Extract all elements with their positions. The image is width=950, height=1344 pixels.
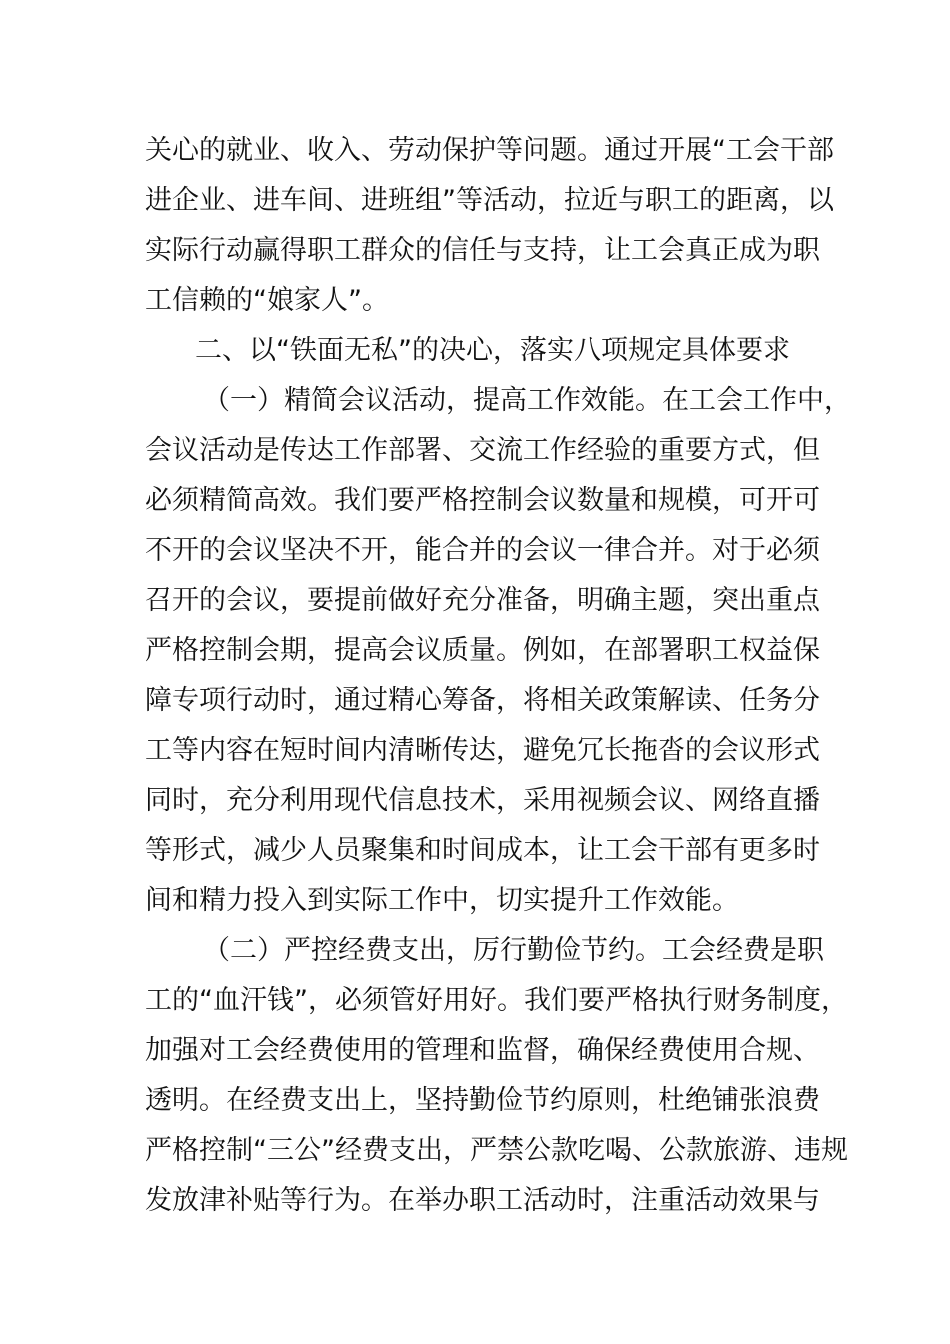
text-line: 严格控制“三公”经费支出，严禁公款吃喝、公款旅游、违规: [145, 1135, 848, 1166]
text-line: 进企业、进车间、进班组”等活动，拉近与职工的距离，以: [145, 185, 834, 216]
text-line: 严格控制会期，提高会议质量。例如，在部署职工权益保: [145, 635, 820, 666]
text-line: 加强对工会经费使用的管理和监督，确保经费使用合规、: [145, 1035, 820, 1066]
text-line: 等形式，减少人员聚集和时间成本，让工会干部有更多时: [145, 835, 820, 866]
text-line: 实际行动赢得职工群众的信任与支持，让工会真正成为职: [145, 235, 820, 266]
text-line: 发放津补贴等行为。在举办职工活动时，注重活动效果与: [145, 1185, 820, 1216]
section-heading: 二、以“铁面无私”的决心，落实八项规定具体要求: [195, 335, 790, 366]
text-line: 召开的会议，要提前做好充分准备，明确主题，突出重点: [145, 585, 820, 616]
subsection-heading-line: （一）精简会议活动，提高工作效能。在工会工作中，: [203, 385, 851, 416]
text-line: 同时，充分利用现代信息技术，采用视频会议、网络直播: [145, 785, 820, 816]
text-line: 工的“血汗钱”，必须管好用好。我们要严格执行财务制度，: [145, 985, 848, 1016]
text-line: 必须精简高效。我们要严格控制会议数量和规模，可开可: [145, 485, 820, 516]
text-line: 工等内容在短时间内清晰传达，避免冗长拖沓的会议形式: [145, 735, 820, 766]
text-line: 不开的会议坚决不开，能合并的会议一律合并。对于必须: [145, 535, 820, 566]
text-line: 会议活动是传达工作部署、交流工作经验的重要方式，但: [145, 435, 820, 466]
text-line: 透明。在经费支出上，坚持勤俭节约原则，杜绝铺张浪费: [145, 1085, 820, 1116]
document-body: [145, 126, 851, 1226]
text-line: 障专项行动时，通过精心筹备，将相关政策解读、任务分: [145, 685, 820, 716]
text-line: 工信赖的“娘家人”。: [145, 285, 389, 316]
text-line: 关心的就业、收入、劳动保护等问题。通过开展“工会干部: [145, 135, 834, 166]
text-line: 间和精力投入到实际工作中，切实提升工作效能。: [145, 885, 739, 916]
subsection-heading-line: （二）严控经费支出，厉行勤俭节约。工会经费是职: [203, 935, 824, 966]
